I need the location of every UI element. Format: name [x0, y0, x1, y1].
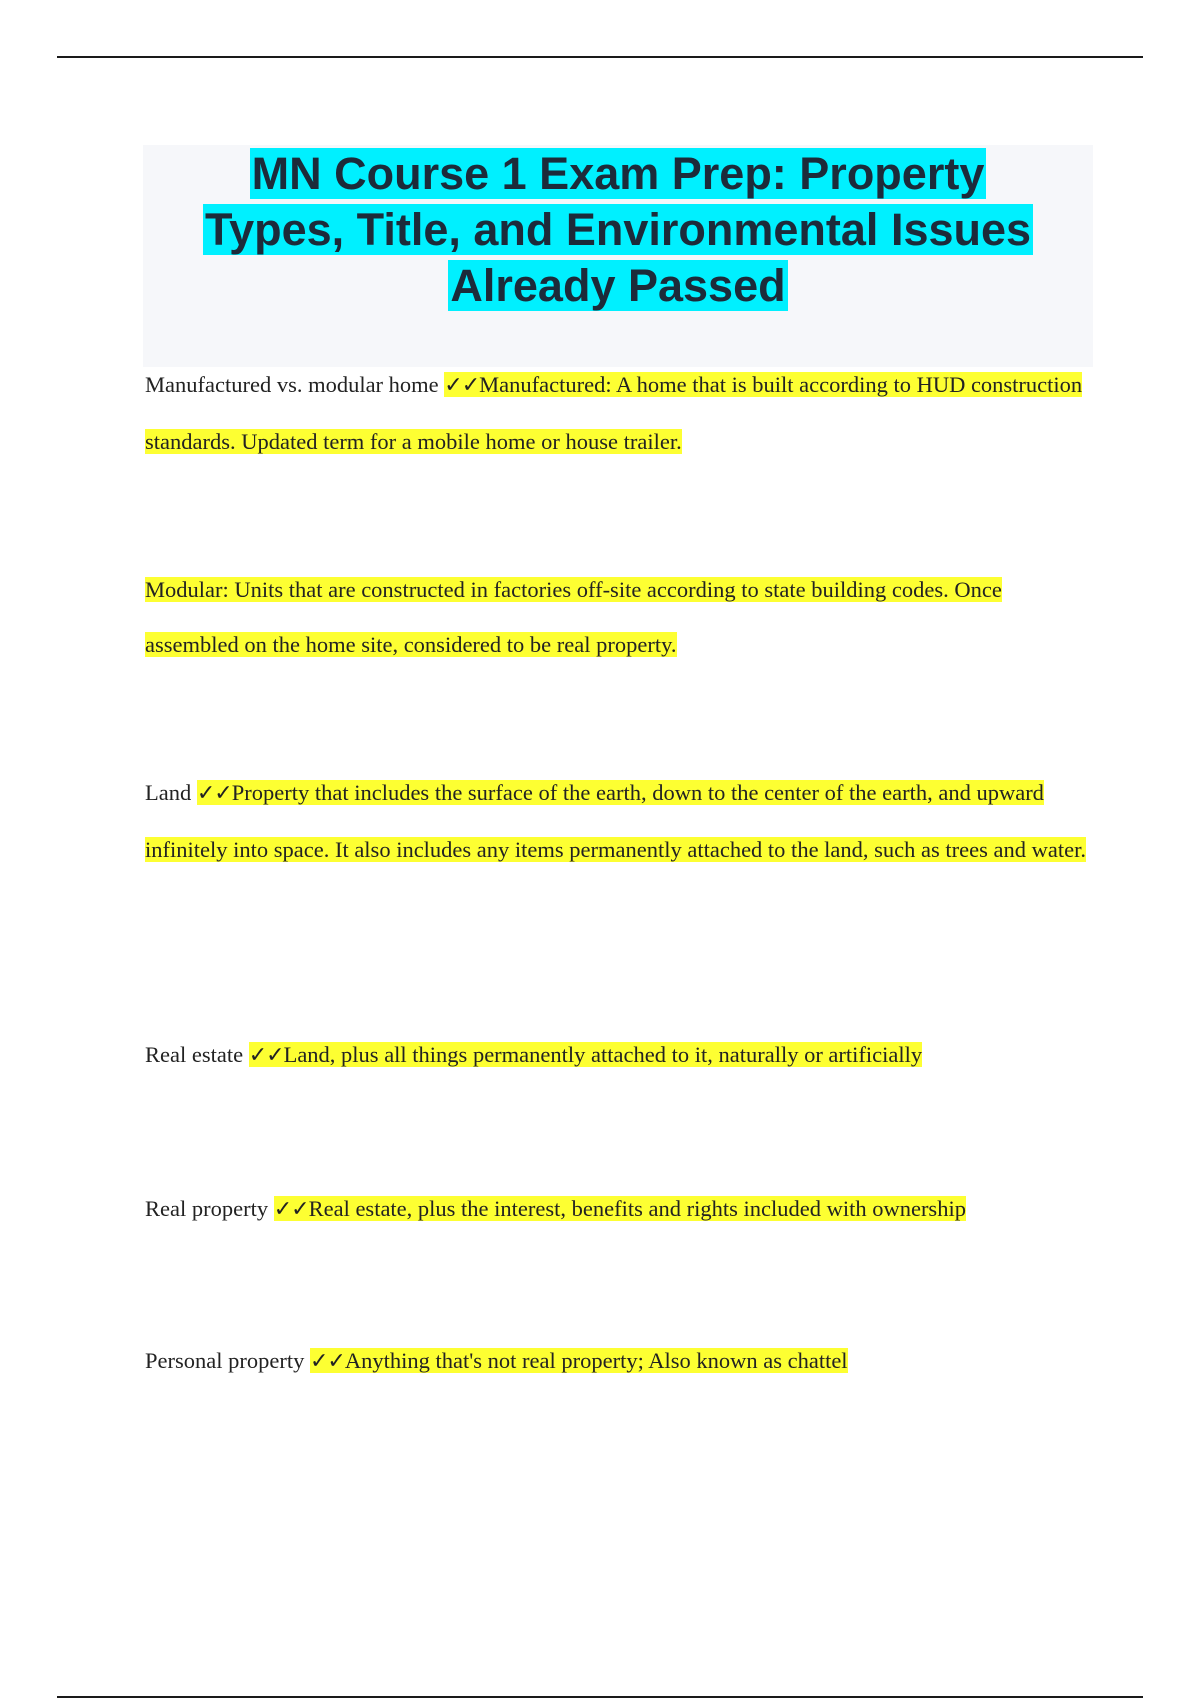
entry-personal-property	[145, 1333, 1095, 1390]
entry-answer	[274, 1196, 966, 1221]
entry-definition: Property that includes the surface of the earth, down to the center of the earth, and upward infinitely into space. It also includes any items permanently attached to the land, such as trees and water.	[145, 780, 1086, 862]
entry-term: Manufactured vs. modular home	[145, 372, 439, 397]
check-icon: ✓✓	[444, 373, 480, 398]
entry-term: Real estate	[145, 1042, 244, 1067]
entry-term: Personal property	[145, 1348, 305, 1373]
entry-real-estate	[145, 1027, 1095, 1084]
entry-answer	[145, 780, 1086, 862]
entry-definition: Land, plus all things permanently attached to it, naturally or artificially	[283, 1042, 923, 1067]
title-line-1: MN Course 1 Exam Prep: Property	[251, 148, 985, 199]
entry-manufactured	[145, 357, 1095, 470]
check-icon: ✓✓	[273, 1197, 309, 1222]
entry-term: Real property	[145, 1196, 269, 1221]
entry-land	[145, 765, 1095, 878]
entry-definition: Modular: Units that are constructed in factories off-site according to state building codes. Once assembled on the home site, considered to be real property.	[145, 577, 1002, 657]
title-line-3: Already Passed	[450, 260, 786, 311]
entry-definition: Real estate, plus the interest, benefits and rights included with ownership	[308, 1196, 966, 1221]
entry-modular	[145, 562, 1095, 672]
entry-answer	[310, 1348, 848, 1373]
entry-term: Land	[145, 780, 192, 805]
check-icon: ✓✓	[309, 1349, 345, 1374]
title-line-2: Types, Title, and Environmental Issues	[204, 204, 1032, 255]
check-icon: ✓✓	[196, 781, 232, 806]
entry-answer	[249, 1042, 922, 1067]
entry-real-property	[145, 1181, 1095, 1238]
page-title	[143, 146, 1093, 314]
entry-definition: Anything that's not real property; Also known as chattel	[344, 1348, 848, 1373]
top-rule	[57, 56, 1143, 58]
bottom-rule	[57, 1696, 1143, 1698]
check-icon: ✓✓	[248, 1043, 284, 1068]
entry-definition: Manufactured: A home that is built according to HUD construction standards. Updated term for a mobile home or house trailer.	[145, 372, 1083, 454]
